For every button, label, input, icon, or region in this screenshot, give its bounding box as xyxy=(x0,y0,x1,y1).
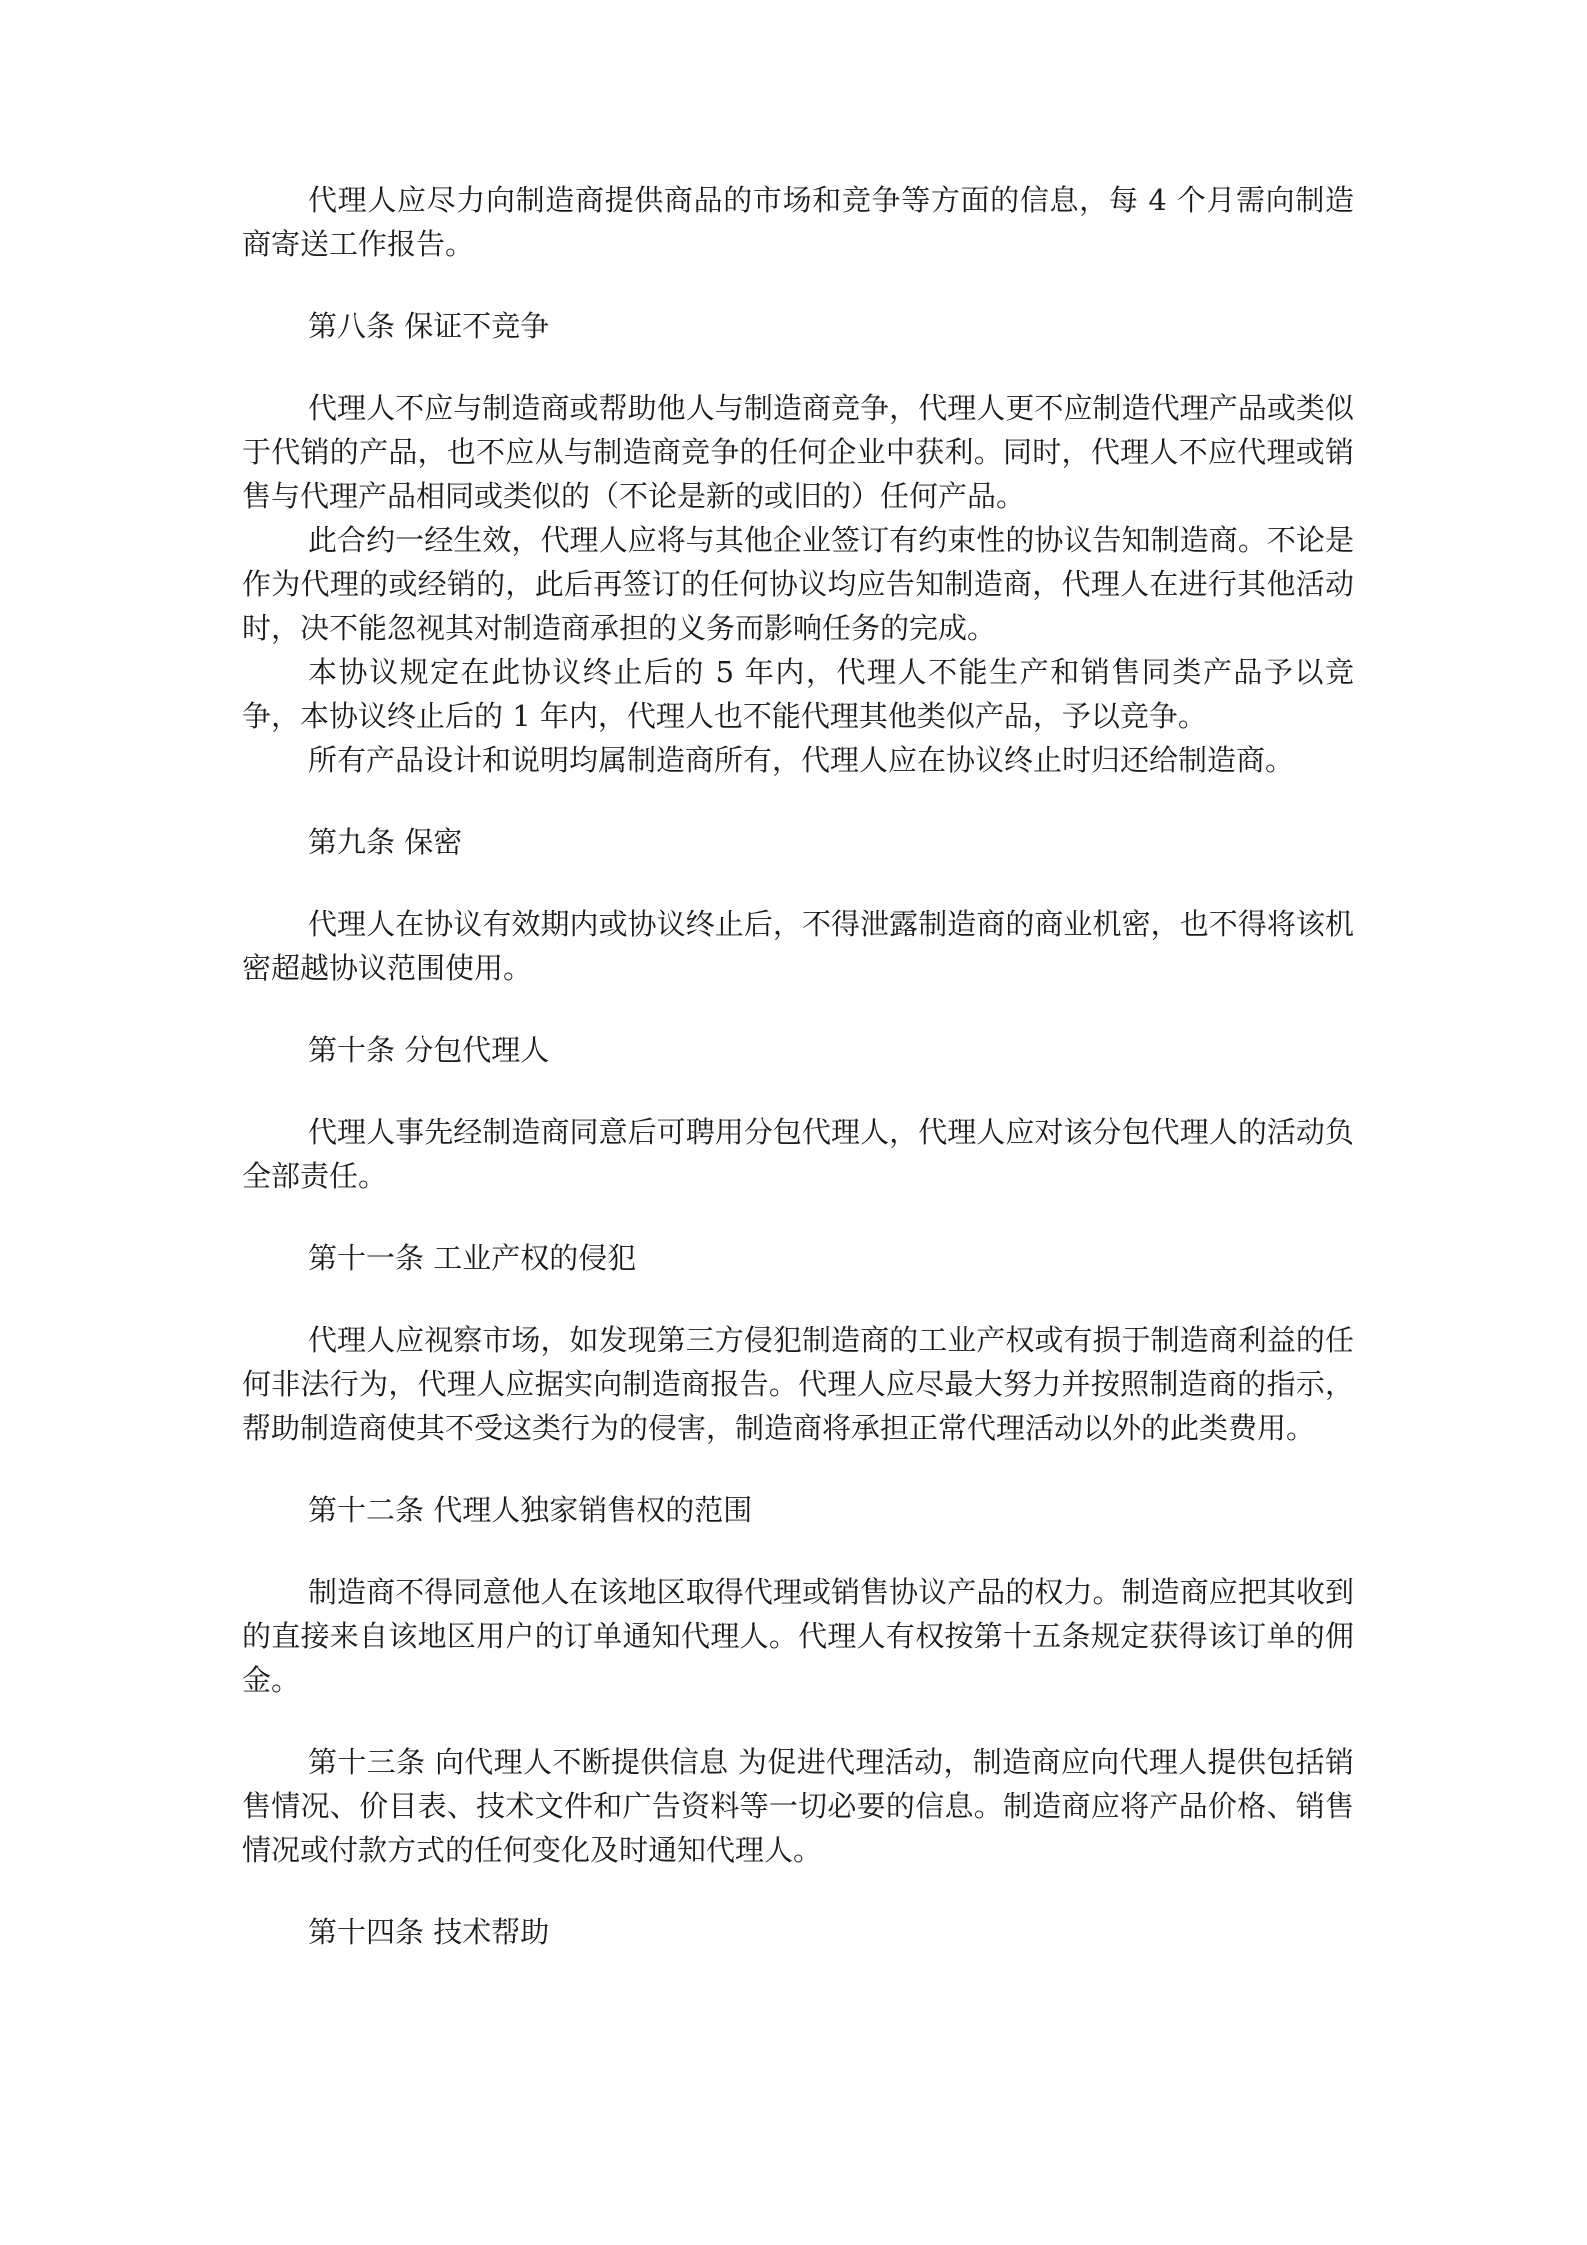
paragraph-non-compete-1: 代理人不应与制造商或帮助他人与制造商竞争，代理人更不应制造代理产品或类似于代销的产品，也不应从与制造商竞争的任何企业中获利。同时，代理人不应代理或销售与代理产品相同或类似的（不论是新的或旧的）任何产品。 xyxy=(242,391,1354,513)
paragraph-sub-agent: 代理人事先经制造商同意后可聘用分包代理人，代理人应对该分包代理人的活动负全部责任。 xyxy=(242,1115,1354,1193)
paragraph-non-compete-2: 此合约一经生效，代理人应将与其他企业签订有约束性的协议告知制造商。不论是作为代理的或经销的，此后再签订的任何协议均应告知制造商，代理人在进行其他活动时，决不能忽视其对制造商承担的义务而影响任务的完成。 xyxy=(242,523,1354,645)
heading-article-14: 第十四条 技术帮助 xyxy=(308,1915,550,1949)
paragraph-confidentiality: 代理人在协议有效期内或协议终止后，不得泄露制造商的商业机密，也不得将该机密超越协议范围使用。 xyxy=(242,907,1354,985)
heading-article-9: 第九条 保密 xyxy=(308,825,463,859)
paragraph-industrial-property: 代理人应视察市场，如发现第三方侵犯制造商的工业产权或有损于制造商利益的任何非法行为，代理人应据实向制造商报告。代理人应尽最大努力并按照制造商的指示，帮助制造商使其不受这类行为的侵害，制造商将承担正常代理活动以外的此类费用。 xyxy=(242,1323,1354,1445)
paragraph-exclusive-rights: 制造商不得同意他人在该地区取得代理或销售协议产品的权力。制造商应把其收到的直接来自该地区用户的订单通知代理人。代理人有权按第十五条规定获得该订单的佣金。 xyxy=(242,1575,1354,1697)
paragraph-article-13: 第十三条 向代理人不断提供信息 为促进代理活动，制造商应向代理人提供包括销售情况、价目表、技术文件和广告资料等一切必要的信息。制造商应将产品价格、销售情况或付款方式的任何变化及时通知代理人。 xyxy=(242,1745,1354,1867)
document-page xyxy=(242,178,1354,1954)
heading-article-10: 第十条 分包代理人 xyxy=(308,1033,550,1067)
heading-article-8: 第八条 保证不竞争 xyxy=(308,309,550,343)
paragraph-non-compete-3: 本协议规定在此协议终止后的 5 年内，代理人不能生产和销售同类产品予以竞争，本协议终止后的 1 年内，代理人也不能代理其他类似产品，予以竞争。 xyxy=(242,655,1354,733)
paragraph-info-report: 代理人应尽力向制造商提供商品的市场和竞争等方面的信息，每 4 个月需向制造商寄送工作报告。 xyxy=(242,183,1354,261)
heading-article-11: 第十一条 工业产权的侵犯 xyxy=(308,1241,637,1275)
heading-article-12: 第十二条 代理人独家销售权的范围 xyxy=(308,1493,753,1527)
paragraph-non-compete-4: 所有产品设计和说明均属制造商所有，代理人应在协议终止时归还给制造商。 xyxy=(308,743,1295,777)
